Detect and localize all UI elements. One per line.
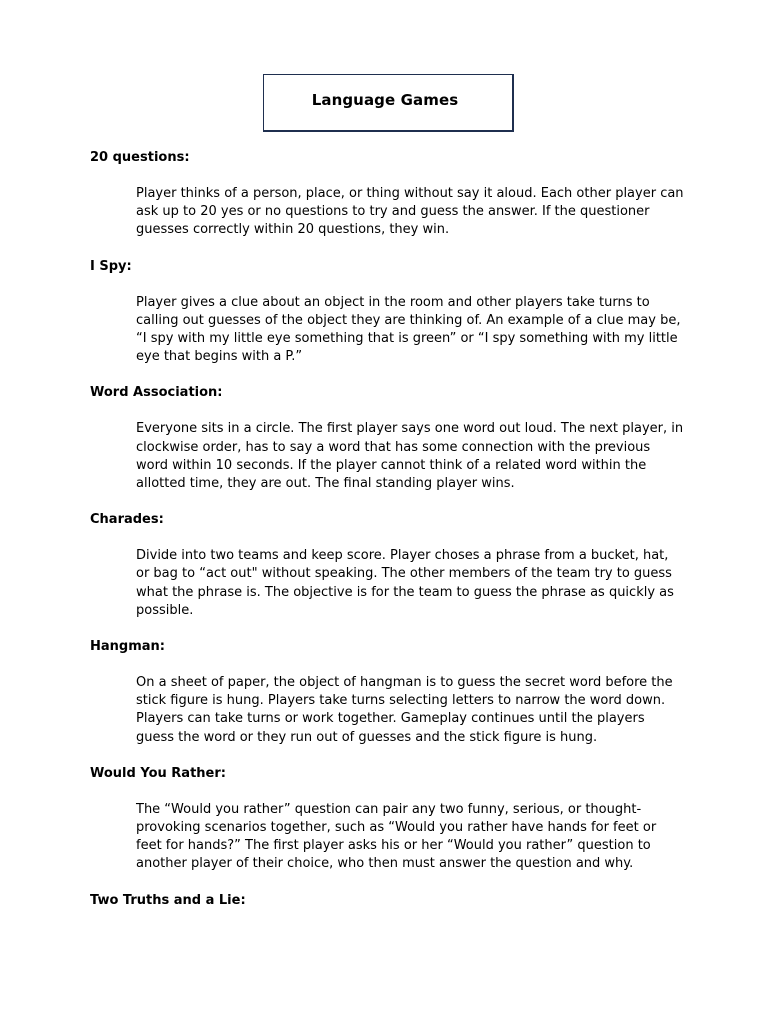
section-heading: Word Association: [90,385,223,401]
title-box [263,74,514,132]
section-two-truths-and-a-lie [90,892,690,910]
section-body: Divide into two teams and keep score. Player choses a phrase from a bucket, hat, or bag to “act out" without speaking. The other members of the team try to guess what the phrase is. The objective is for the team to guess the phrase as quickly as possible. [136,548,674,618]
section-body: The “Would you rather” question can pair any two funny, serious, or thought-provoking scenarios together, such as “Would you rather have hands for feet or feet for hands?” The first player asks his or her “Would you rather” question to another player of their choice, who then must answer the question and why. [136,801,657,872]
section-charades [90,511,690,620]
section-word-association [90,384,690,493]
section-heading: I Spy: [90,258,132,274]
game-sections [90,149,690,910]
section-hangman [90,638,690,747]
section-i-spy [90,258,690,367]
section-heading: Two Truths and a Lie: [90,892,246,908]
section-body: On a sheet of paper, the object of hangman is to guess the secret word before the stick figure is hung. Players take turns selecting letters to narrow the word down. Players can take turns or work together. Gameplay continues until the players guess the word or they run out of guesses and the stick figure is hung. [136,675,673,745]
section-body: Player thinks of a person, place, or thing without say it aloud. Each other player can ask up to 20 yes or no questions to try and guess the answer. If the questioner guesses correctly within 20 questions, they win. [136,186,684,238]
section-heading: 20 questions: [90,150,190,165]
section-heading: Charades: [90,512,164,528]
page-title: Language Games [311,90,459,109]
section-would-you-rather [90,765,690,874]
section-body: Player gives a clue about an object in the room and other players take turns to calling out guesses of the object they are thinking of. An example of a clue may be, “I spy with my little eye something that is green” or “I spy something with my little eye that begins with a P.” [136,294,681,365]
section-body: Everyone sits in a circle. The first player says one word out loud. The next player, in clockwise order, has to say a word that has some connection with the previous word within 10 seconds. If the player cannot think of a related word within the allotted time, they are out. The final standing player wins. [136,421,684,492]
section-heading: Hangman: [90,639,165,655]
section-20-questions [90,149,690,240]
section-heading: Would You Rather: [90,765,226,781]
